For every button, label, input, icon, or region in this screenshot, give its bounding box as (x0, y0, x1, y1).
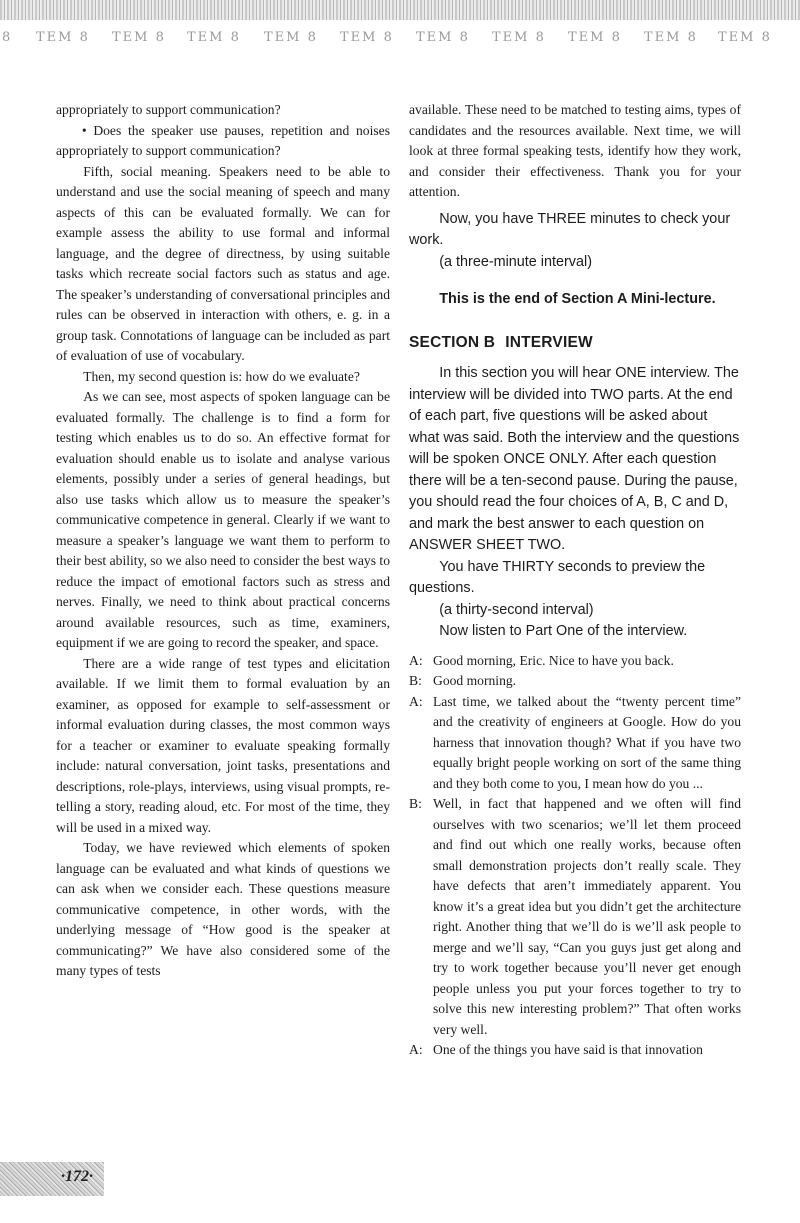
page-number: ·172· (61, 1168, 93, 1185)
right-column (409, 100, 741, 1061)
interval-note: (a three-minute interval) (439, 253, 592, 270)
paragraph: There are a wide range of test types and elicitation available. If we limit them to formal evaluation by an examiner, as opposed for example to self-assessment or informal evaluation during classes, the most common ways for a teacher or examiner to evaluate speaking formally include: natural conversation, joint tasks, presentations and descriptions, role-plays, interviews, using visual prompts, re-telling a story, reading aloud, etc. For most of the time, they will be used in a mixed way. (56, 655, 390, 835)
instruction: Now, you have THREE minutes to check your work. (409, 210, 731, 248)
section-intro: In this section you will hear ONE interview. The interview will be divided into TWO parts. At the end of each part, five questions will be asked about what was said. Both the interview and the questions will be spoken ONCE ONLY. After each question there will be a ten-second pause. During the pause, you should read the four choices of A, B, C and D, and mark the best answer to each question on ANSWER SHEET TWO. (409, 365, 740, 553)
dialogue-line (409, 794, 741, 1040)
speaker-label: B: (409, 673, 422, 688)
left-column (56, 100, 390, 982)
header-label: TEM 8 (187, 30, 241, 45)
speaker-label: A: (409, 652, 423, 668)
dialogue-line (409, 651, 741, 672)
interval-note: (a thirty-second interval) (439, 601, 594, 618)
header-label: TEM 8 (718, 30, 772, 45)
speaker-label: A: (409, 693, 423, 709)
dialogue-line (409, 692, 741, 795)
dialogue-text: One of the things you have said is that innovation (433, 1042, 703, 1057)
section-heading (409, 333, 741, 354)
bullet-paragraph: • Does the speaker use pauses, repetition and noises appropriately to support communication? (56, 122, 390, 158)
instruction: Now listen to Part One of the interview. (439, 623, 688, 639)
section-end-line: This is the end of Section A Mini-lecture. (439, 291, 716, 307)
paragraph: Then, my second question is: how do we evaluate? (83, 368, 360, 384)
paragraph: Fifth, social meaning. Speakers need to be able to understand and use the social meaning of speech and many aspects of this can be evaluated formally. We can for example assess the ability to use formal and informal language, and the degree of directness, by using suitable tasks which recreate social factors such as status and age. The speaker’s understanding of conversational principles and rules can be observed in interaction with others, e. g. in a group task. Connotations of language can be included as part of evaluation of use of vocabulary. (56, 163, 390, 363)
paragraph: available. These need to be matched to testing aims, types of candidates and the resources available. Next time, we will look at three formal speaking tests, identify how they work, and consider their effectiveness. Thank you for your attention. (409, 102, 741, 199)
header-label: TEM 8 (416, 30, 470, 45)
dialogue-text: Last time, we talked about the “twenty percent time” and the creativity of engineers at Google. How do you harness that innovation though? What if you have two equally bright people working on sort of the same thing and they both come to you, I mean how do you ... (433, 693, 741, 791)
running-header (0, 30, 800, 52)
dialogue-text: Well, in fact that happened and we often will find ourselves with two scenarios; we’ll let them proceed and find out which one really works, because often small demonstration projects don’t really scale. They have defects that aren’t immediately apparent. You know it’s a great idea but you didn’t get the architecture right. Another thing that we’ll do is we’ll ask people to merge and we’ll say, “Can you guys just get along and try to work together because you’ll never get enough people unless you put your forces together to try to solve this new interesting problem?” That often works very well. (433, 796, 741, 1037)
dialogue-line (409, 1040, 741, 1061)
header-label: TEM 8 (264, 30, 318, 45)
dialogue-text: Good morning, Eric. Nice to have you back. (433, 652, 674, 668)
header-label: TEM 8 (644, 30, 698, 45)
paragraph: As we can see, most aspects of spoken language can be evaluated formally. The challenge is to find a form for testing which enables us to do so. An effective format for evaluation should enable us to isolate and analyse various elements, possibly under a series of general headings, but also use tasks which allow us to measure the speaker’s communicative competence in general. Clearly if we want to measure a speaker’s language we want them to perform to their best ability, so we also need to consider the best ways to reduce the impact of emotional factors such as stress and nerves. Finally, we need to think about practical concerns around available resources, such as time, examiners, equipment if we are going to record the speaker, and space. (56, 389, 390, 650)
header-label: 8 (2, 30, 13, 45)
header-label: TEM 8 (340, 30, 394, 45)
header-label: TEM 8 (492, 30, 546, 45)
header-label: TEM 8 (112, 30, 166, 45)
paragraph: Today, we have reviewed which elements of spoken language can be evaluated and what kinds of questions we can ask when we consider each. These questions measure communicative competence, in other words, with the underlying message of “How good is the speaker at communicating?” We have also considered some of the many types of tests (56, 840, 390, 978)
dialogue-text: Good morning. (433, 673, 517, 688)
section-title: INTERVIEW (505, 333, 593, 351)
header-label: TEM 8 (36, 30, 90, 45)
section-label: SECTION B (409, 333, 496, 351)
header-band (0, 0, 800, 20)
header-label: TEM 8 (568, 30, 622, 45)
instruction: You have THIRTY seconds to preview the questions. (409, 558, 706, 596)
speaker-label: A: (409, 1042, 423, 1057)
dialogue-line (409, 671, 741, 692)
speaker-label: B: (409, 796, 422, 811)
paragraph: appropriately to support communication? (56, 102, 281, 117)
